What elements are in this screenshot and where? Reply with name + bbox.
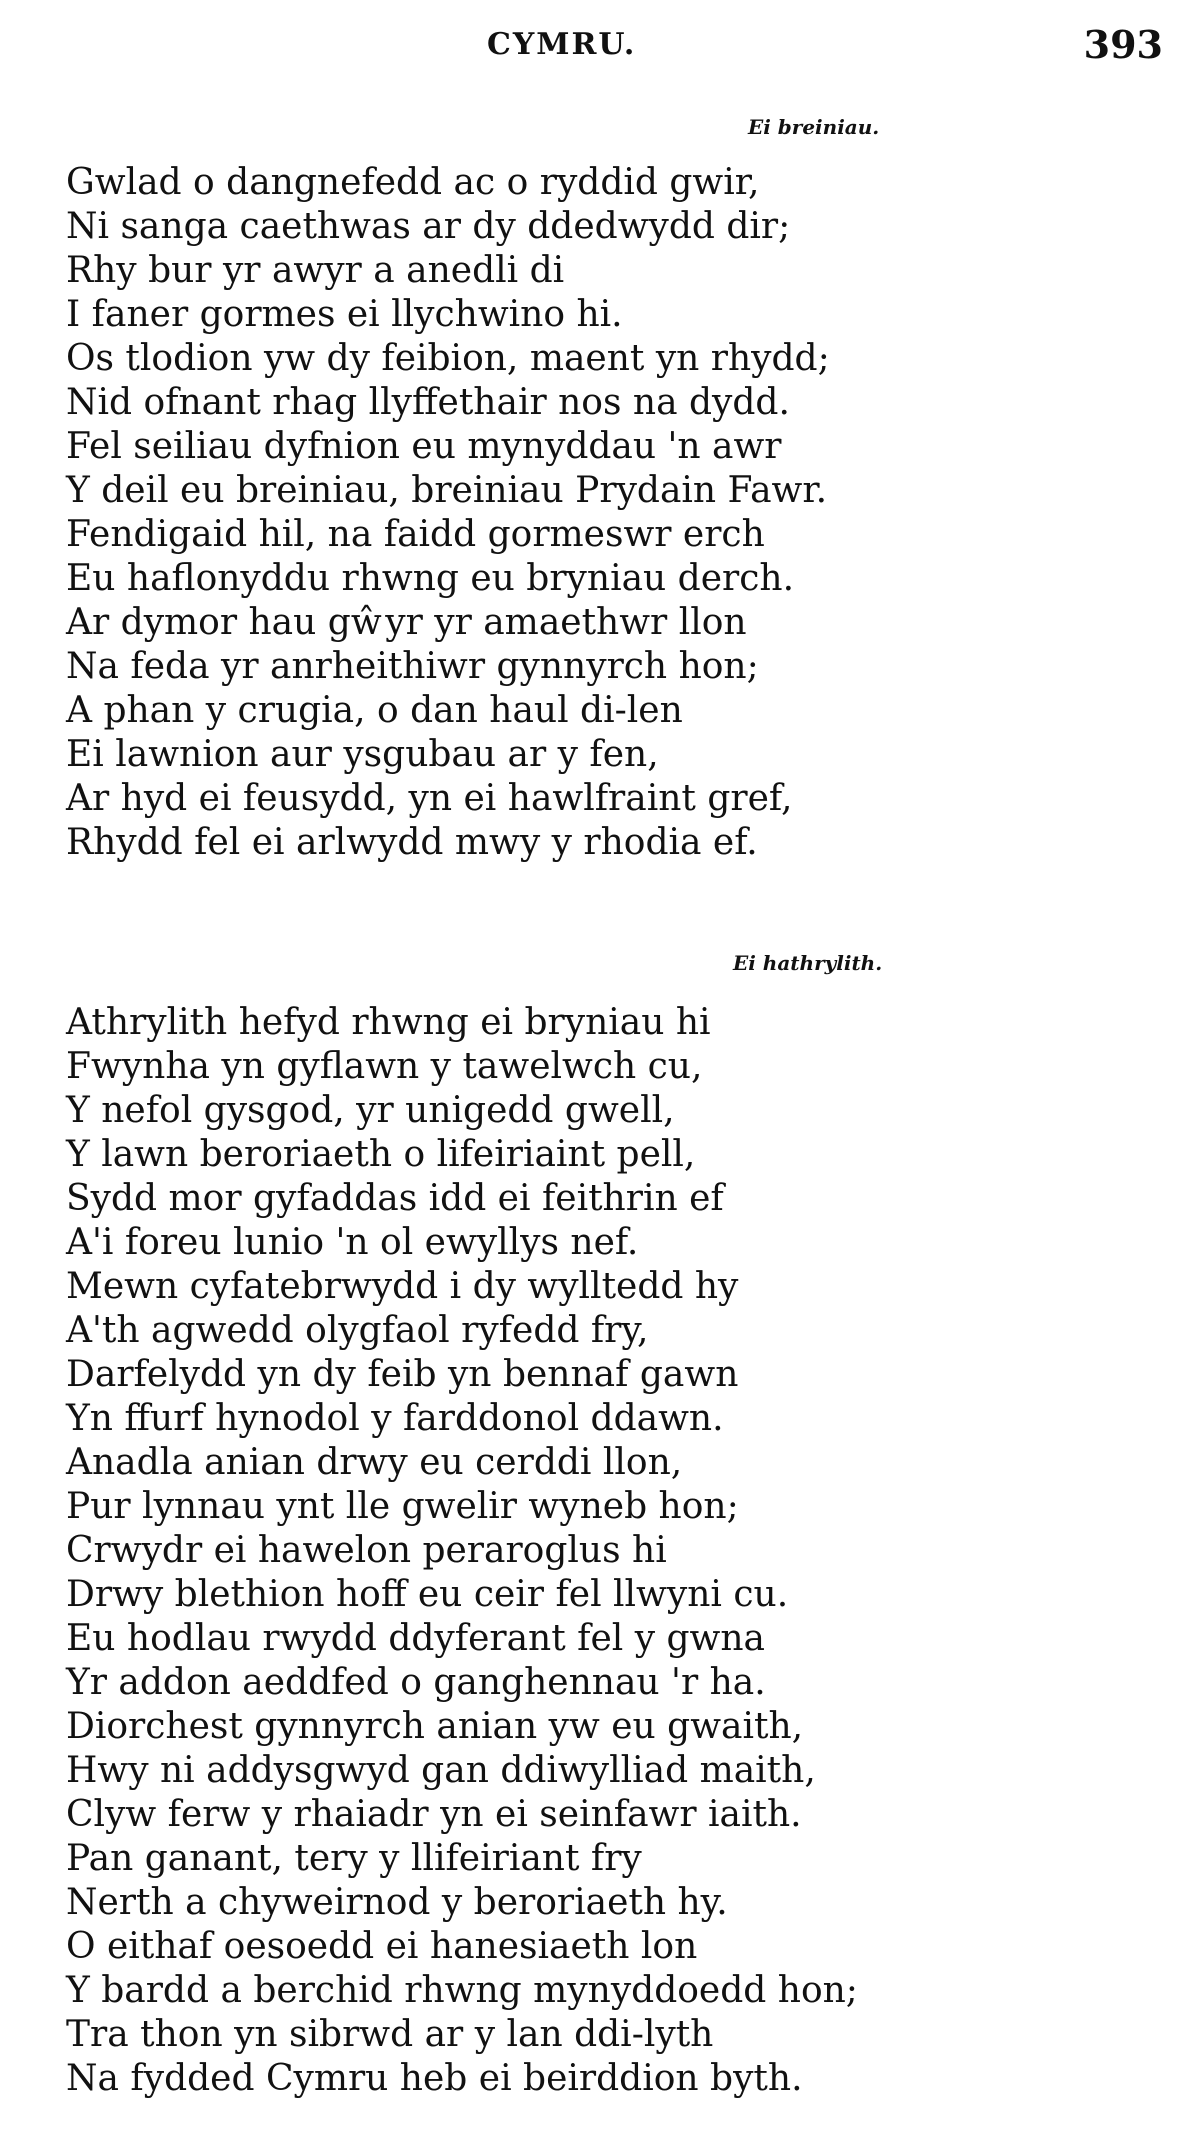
verse-line: Ar dymor hau gŵyr yr amaethwr llon	[66, 602, 747, 643]
verse-line: Yr addon aeddfed o ganghennau 'r ha.	[66, 1662, 766, 1703]
verse-line: Gwlad o dangnefedd ac o ryddid gwir,	[66, 162, 760, 203]
verse-line: A phan y crugia, o dan haul di-len	[66, 690, 683, 731]
verse-line: Ar hyd ei feusydd, yn ei hawlfraint gref,	[66, 778, 793, 819]
verse-line: Fwynha yn gyflawn y tawelwch cu,	[66, 1046, 703, 1087]
verse-line: Nid ofnant rhag llyffethair nos na dydd.	[66, 382, 790, 423]
verse-line: Fendigaid hil, na faidd gormeswr erch	[66, 514, 765, 555]
verse-line: Na feda yr anrheithiwr gynnyrch hon;	[66, 646, 759, 687]
verse-line: Nerth a chyweirnod y beroriaeth hy.	[66, 1882, 728, 1923]
verse-line: Eu hodlau rwydd ddyferant fel y gwna	[66, 1618, 766, 1659]
page-number: 393	[1083, 22, 1163, 67]
verse-line: Clyw ferw y rhaiadr yn ei seinfawr iaith.	[66, 1794, 802, 1835]
verse-line: Athrylith hefyd rhwng ei bryniau hi	[66, 1002, 711, 1043]
verse-line: O eithaf oesoedd ei hanesiaeth lon	[66, 1926, 698, 1967]
verse-line: I faner gormes ei llychwino hi.	[66, 294, 623, 335]
verse-line: Hwy ni addysgwyd gan ddiwylliad maith,	[66, 1750, 816, 1791]
verse-line: Diorchest gynnyrch anian yw eu gwaith,	[66, 1706, 804, 1747]
verse-line: Os tlodion yw dy feibion, maent yn rhydd;	[66, 338, 830, 379]
verse-line: A'th agwedd olygfaol ryfedd fry,	[66, 1310, 649, 1351]
sidenote-hathrylith: Ei hathrylith.	[733, 951, 883, 975]
verse-line: Yn ffurf hynodol y farddonol ddawn.	[66, 1398, 724, 1439]
verse-line: Y bardd a berchid rhwng mynyddoedd hon;	[66, 1970, 858, 2011]
running-title: CYMRU.	[487, 27, 637, 62]
verse-line: A'i foreu lunio 'n ol ewyllys nef.	[66, 1222, 639, 1263]
verse-line: Y deil eu breiniau, breiniau Prydain Fawr.	[66, 470, 828, 511]
verse-line: Fel seiliau dyfnion eu mynyddau 'n awr	[66, 426, 782, 467]
verse-line: Y lawn beroriaeth o lifeiriaint pell,	[66, 1134, 696, 1175]
verse-line: Mewn cyfatebrwydd i dy wylltedd hy	[66, 1266, 739, 1307]
verse-line: Pur lynnau ynt lle gwelir wyneb hon;	[66, 1486, 739, 1527]
verse-line: Y nefol gysgod, yr unigedd gwell,	[66, 1090, 675, 1131]
verse-line: Pan ganant, tery y llifeiriant fry	[66, 1838, 642, 1879]
verse-line: Sydd mor gyfaddas idd ei feithrin ef	[66, 1178, 724, 1219]
verse-line: Ni sanga caethwas ar dy ddedwydd dir;	[66, 206, 791, 247]
verse-line: Tra thon yn sibrwd ar y lan ddi-lyth	[66, 2014, 714, 2055]
verse-line: Eu haflonyddu rhwng eu bryniau derch.	[66, 558, 795, 599]
verse-line: Rhydd fel ei arlwydd mwy y rhodia ef.	[66, 822, 758, 863]
verse-line: Ei lawnion aur ysgubau ar y fen,	[66, 734, 659, 775]
verse-line: Rhy bur yr awyr a anedli di	[66, 250, 565, 291]
sidenote-breiniau: Ei breiniau.	[748, 115, 880, 139]
verse-line: Crwydr ei hawelon peraroglus hi	[66, 1530, 667, 1571]
verse-line: Na fydded Cymru heb ei beirddion byth.	[66, 2058, 803, 2099]
verse-line: Darfelydd yn dy feib yn bennaf gawn	[66, 1354, 739, 1395]
stanza-hathrylith	[66, 1001, 858, 2101]
stanza-breiniau	[66, 161, 830, 865]
verse-line: Anadla anian drwy eu cerddi llon,	[66, 1442, 683, 1483]
verse-line: Drwy blethion hoff eu ceir fel llwyni cu.	[66, 1574, 789, 1615]
